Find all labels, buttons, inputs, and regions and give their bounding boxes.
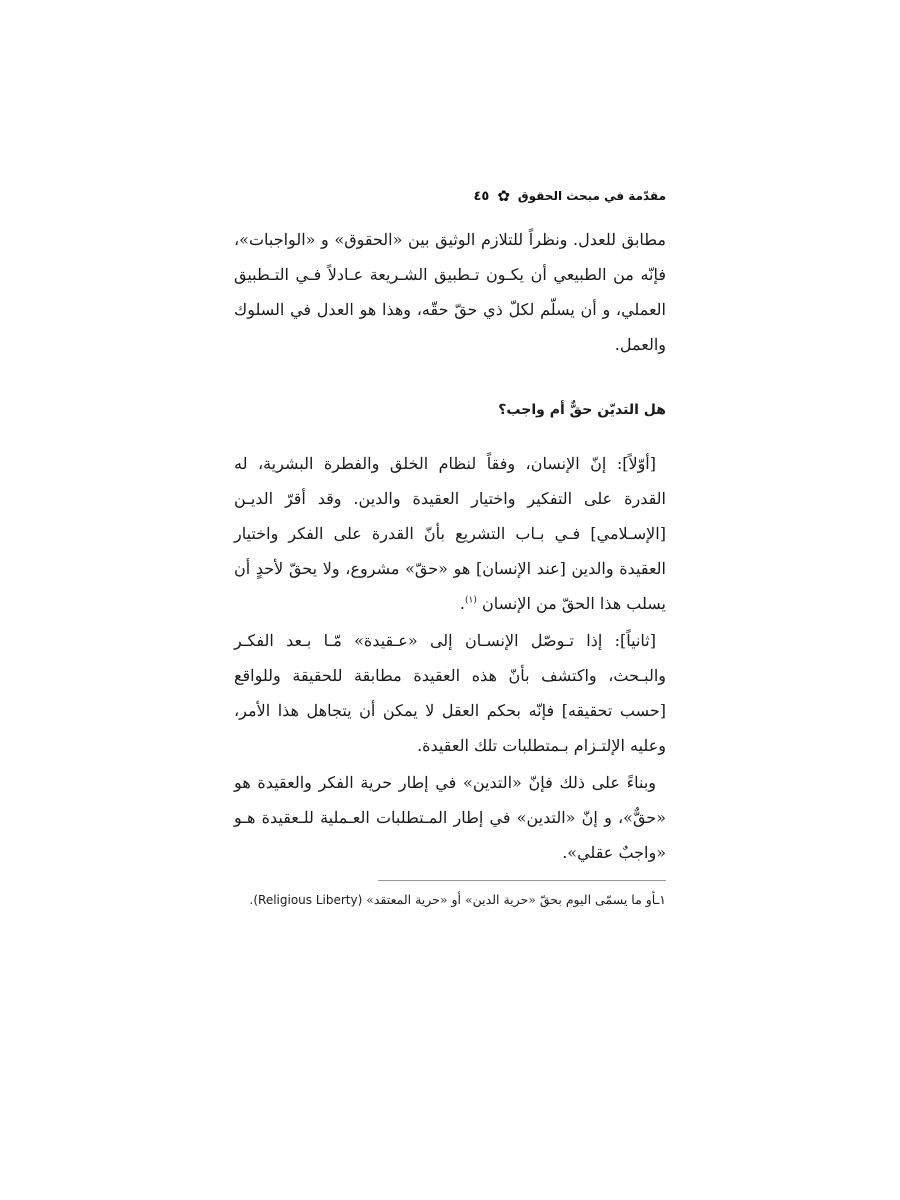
paragraph-second-point: [ثانياً]: إذا تـوصّل الإنسـان إلى «عـقيدة» مّـا بـعد الفكـر والبـحث، واكتشف بأنّ هذه العقيدة مطابقة للحقيقة وللواقع [حسب تحقيقه] فإنّه بحكم العقل لا يمكن أن يتجاهل هذا الأمر، وعليه الإلتـزام بـمتطلبات تلك العقيدة. [234,631,667,755]
running-header-title: مقدّمة في مبحث الحقوق [517,189,666,203]
footnote-latin-term: (Religious Liberty) [253,893,363,907]
paragraph-conclusion: وبناءً على ذلك فإنّ «التدين» في إطار حرية الفكر والعقيدة هو «حقٌّ»، و إنّ «التدين» في إطار المـتطلبات العـملية للـعقيدة هـو «واجبٌ عقلي». [234,773,666,862]
running-header [234,180,666,212]
page-number: ٤٥ [473,188,490,204]
intro-paragraph: مطابق للعدل. ونظراً للتلازم الوثيق بين «الحقوق» و «الواجبات»، فإنّه من الطبيعي أن يكـون تـطبيق الشـريعة عـادلاً فـي التـطبيق العملي، و أن يسلّم لكلّ ذي حقّ حقّه، وهذا هو العدل في السلوك والعمل. [234,230,666,354]
footnote-divider [378,880,666,881]
footnote-reference[interactable]: (١) [465,595,477,606]
footnote-text: ١ـأو ما يسمّى اليوم بحقّ «حرية الدين» أو «حرية المعتقد» [366,892,666,907]
paragraph-first-point-end: . [459,594,465,613]
footnote [234,889,666,911]
paragraph-first-point [234,446,666,621]
flower-ornament-icon: ✿ [497,186,510,205]
footnote-end: . [249,892,254,907]
paragraph-first-point-text: [أوّلاً]: إنّ الإنسان، وفقاً لنظام الخلق والفطرة البشرية، له القدرة على التفكير واختيار العقيدة والدين. وقد أقرّ الديـن [الإسـلامي] فـي بـاب التشريع بأنّ القدرة على الفكر واختيار العقيدة والدين [عند الإنسان] هو «حقّ» مشروع، ولا يحقّ لأحدٍ أن يسلب هذا الحقّ من الإنسان [234,454,666,613]
book-page [234,180,666,911]
section-heading: هل التديّن حقٌّ أم واجب؟ [498,402,666,418]
